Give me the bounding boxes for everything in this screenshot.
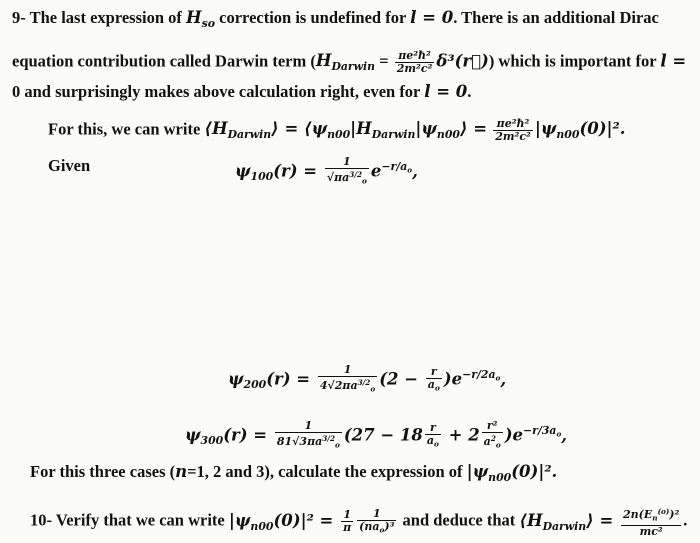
psi-100-normalization: $\frac{1}{√\pi a^{3/2}_o}$ — [326, 155, 367, 186]
given-label: Given — [48, 156, 91, 175]
text: =1, 2 and 3), calculate the expression of — [187, 462, 467, 481]
text: 10- Verify that we can write — [30, 510, 229, 530]
psi-100-equation: $\psi_{100}(r)$ = $\frac{1}{√\pi a^{3/2}_o}$ $e^{-r/a_o}$, — [235, 155, 418, 186]
q9-line-4 — [48, 118, 626, 145]
l-equals: l = — [660, 51, 687, 71]
psi-200-equation: $\psi_{200}(r)$ = $\frac{1}{4√2\pi a^{3/2}_o}$ (2 − $\frac{r}{a_o}$ )$e^{-r/2a_o}$, — [228, 363, 507, 394]
n-symbol: n — [175, 462, 188, 481]
text: equation contribution called Darwin term ( — [12, 51, 316, 71]
cases-line — [30, 462, 557, 488]
text: For this, we can write — [48, 119, 205, 139]
darwin-coefficient: $\frac{\text{πe²ħ²}}{\text{2m²c²}}$ — [495, 117, 531, 143]
text: correction is — [215, 8, 311, 27]
h-darwin-symbol: $H_{Darwin}$ — [315, 51, 376, 74]
fraction-one-over-pi: $\frac{1}{\pi}$ — [343, 508, 352, 535]
psi-300-equation: $\psi_{300}(r)$ = $\frac{1}{81√3\pi a^{3/2}_o}$ (27 − 18 $\frac{r}{a_o}$ + 2 $\frac{\text{r²}}{a^2_o}$ )$e^{-r/3a_o}$, — [185, 419, 567, 450]
dirac-delta: δ³(r⃗) — [436, 51, 489, 71]
text: and deduce that — [398, 510, 520, 530]
psi-200-normalization: $\frac{1}{4√2\pi a^{3/2}_o}$ — [319, 363, 376, 394]
equals: = — [375, 51, 393, 71]
l-equals-zero: l = 0 — [410, 8, 454, 27]
text: For this three cases ( — [30, 462, 176, 481]
darwin-coefficient: $\frac{\text{πe²ħ²}}{\text{2m²c²}}$ — [396, 49, 433, 75]
fraction-one-over-nao-cubed: $\frac{1}{(na_o)^3}$ — [359, 506, 395, 535]
q9-line-2 — [12, 50, 686, 77]
darwin-expectation: $⟨H_{Darwin}⟩$ = $⟨\psi_{n00}|H_{Darwin}|\psi_{n00}⟩$ = — [204, 119, 488, 142]
l-equals-zero: l = 0 — [424, 82, 468, 101]
q9-line-1 — [12, 8, 659, 34]
psi-n00-at-zero: $|\psi_{n00}(0)|^2$ = — [228, 510, 340, 533]
h-so-symbol: $H_{so}$ — [186, 8, 216, 30]
text: for — [381, 8, 411, 27]
psi-300-normalization: $\frac{1}{81√3\pi a^{3/2}_o}$ — [276, 419, 340, 450]
psi-n00-at-zero: $|\psi_{n00}(0)|^2$. — [466, 462, 558, 484]
darwin-expectation: $⟨H_{Darwin}⟩$ = — [519, 510, 620, 533]
text: 9- The last expression of — [12, 8, 187, 27]
text: 0 and surprisingly makes above calculation right, even for — [12, 82, 425, 101]
q10-line: 10- Verify that we can write $|\psi_{n00}(0)|^2$ = $\frac{1}{\pi}$ $\frac{1}{(na_o)^3}$ and deduce that $⟨H_{Darwin}⟩$ = $\frac{2n(E_n^{(o)})^2}{\text{mc²}}$ . — [30, 506, 688, 538]
text: ) which is important for — [488, 51, 661, 71]
darwin-result-fraction: $\frac{2n(E_n^{(o)})^2}{\text{mc²}}$ — [623, 507, 680, 538]
psi-n00-at-zero: $|\psi_{n00}(0)|^2$. — [534, 119, 626, 142]
undefined-word: undefined — [310, 8, 382, 27]
text: . There is an additional Dirac — [453, 8, 659, 27]
q9-line-3: 0 and surprisingly makes above calculation right, even for l = 0. — [12, 82, 472, 101]
